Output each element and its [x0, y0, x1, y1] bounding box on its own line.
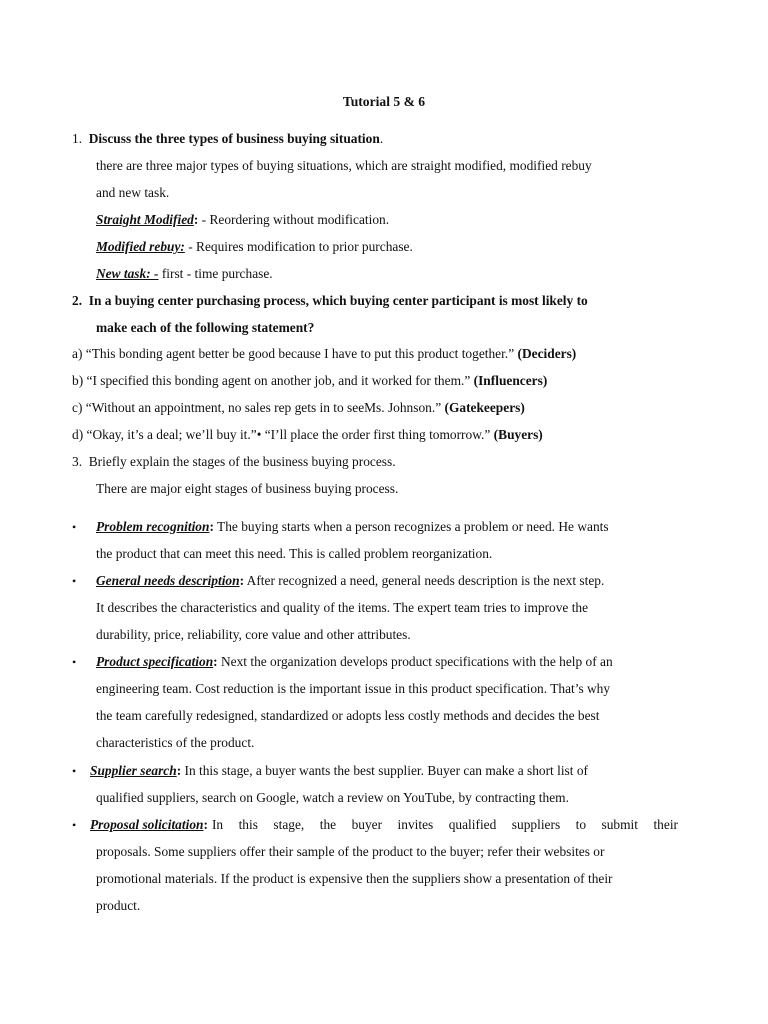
- type-term: Modified rebuy:: [96, 239, 185, 254]
- stage-general-needs-line-2: It describes the characteristics and quality of the items. The expert team tries to improve the: [96, 600, 589, 615]
- item-answer: (Gatekeepers): [444, 400, 525, 415]
- bullet-icon: •: [72, 574, 77, 588]
- stage-product-spec-line-4: characteristics of the product.: [96, 735, 255, 750]
- q1-question: Discuss the three types of business buying situation: [88, 131, 380, 146]
- item-prefix: b): [72, 373, 87, 388]
- stage-product-spec-line-3: the team carefully redesigned, standardized or adopts less costly methods and decides the best: [96, 708, 600, 723]
- stage-text: After recognized a need, general needs description is the next step.: [244, 573, 605, 588]
- item-prefix: a): [72, 346, 86, 361]
- q3-heading: [72, 454, 396, 470]
- stage-product-spec-line-2: engineering team. Cost reduction is the important issue in this product specification. That’s why: [96, 681, 611, 696]
- type-term: New task: -: [96, 266, 159, 281]
- q1-question-end: .: [379, 131, 384, 146]
- stage-colon: :: [176, 763, 182, 778]
- stage-colon: :: [203, 817, 208, 832]
- item-prefix: d): [72, 427, 87, 442]
- q1-number: 1.: [72, 131, 83, 146]
- q2-heading-line-1: [72, 293, 588, 309]
- stage-term: Problem recognition: [96, 519, 210, 534]
- stage-term: Product specification: [96, 654, 214, 669]
- q1-type-new-task: [96, 266, 273, 282]
- stage-colon: :: [213, 654, 218, 669]
- stage-colon: :: [239, 573, 245, 588]
- stage-term-group: [90, 817, 208, 833]
- stage-text: The buying starts when a person recognizes a problem or need. He wants: [213, 519, 609, 534]
- stage-proposal-line-1: [90, 817, 678, 833]
- q2-item-b: [72, 373, 547, 389]
- q1-answer-line-1: there are three major types of buying situations, which are straight modified, modified rebuy: [96, 158, 592, 173]
- q1-type-modified-rebuy: [96, 239, 413, 255]
- bullet-icon: •: [72, 818, 77, 832]
- item-text: “Without an appointment, no sales rep gets in to seeMs. Johnson.”: [85, 400, 442, 415]
- stage-proposal-line-2: proposals. Some suppliers offer their sample of the product to the buyer; refer their websites or: [96, 844, 605, 859]
- bullet-icon: •: [72, 655, 77, 669]
- stage-problem-recognition-line-2: the product that can meet this need. This is called problem reorganization.: [96, 546, 493, 561]
- type-term: Straight Modified: [96, 212, 194, 227]
- stage-problem-recognition-line-1: [96, 519, 609, 535]
- stage-supplier-search-line-2: qualified suppliers, search on Google, watch a review on YouTube, by contracting them.: [96, 790, 569, 805]
- q2-item-a: [72, 346, 576, 362]
- stage-term: Supplier search: [90, 763, 177, 778]
- item-answer: (Deciders): [517, 346, 577, 361]
- stage-text: In this stage, the buyer invites qualified suppliers to submit their: [211, 817, 678, 832]
- item-text: “This bonding agent better be good because I have to put this product together.”: [85, 346, 515, 361]
- stage-general-needs-line-3: durability, price, reliability, core value and other attributes.: [96, 627, 411, 642]
- type-desc: - Reordering without modification.: [198, 212, 390, 227]
- stage-supplier-search-line-1: [90, 763, 588, 779]
- q2-question-line-2: make each of the following statement?: [96, 320, 315, 335]
- type-colon: :: [193, 212, 199, 227]
- stage-term: General needs description: [96, 573, 240, 588]
- item-text: “Okay, it’s a deal; we’ll buy it.”• “I’ll place the order first thing tomorrow.”: [86, 427, 491, 442]
- stage-term: Proposal solicitation: [90, 817, 204, 832]
- type-desc: first - time purchase.: [158, 266, 273, 281]
- stage-product-spec-line-1: [96, 654, 613, 670]
- bullet-icon: •: [72, 520, 77, 534]
- q2-item-d: [72, 427, 543, 443]
- stage-text: In this stage, a buyer wants the best supplier. Buyer can make a short list of: [181, 763, 588, 778]
- type-desc: - Requires modification to prior purchase.: [184, 239, 413, 254]
- bullet-icon: •: [72, 764, 77, 778]
- q1-type-straight-modified: [96, 212, 389, 228]
- q1-heading: [72, 131, 383, 147]
- document-title: Tutorial 5 & 6: [342, 94, 426, 109]
- item-prefix: c): [72, 400, 86, 415]
- item-answer: (Influencers): [473, 373, 548, 388]
- stage-general-needs-line-1: [96, 573, 604, 589]
- stage-text: Next the organization develops product specifications with the help of an: [217, 654, 613, 669]
- q3-answer: There are major eight stages of business buying process.: [96, 481, 399, 496]
- stage-colon: :: [209, 519, 214, 534]
- item-text: “I specified this bonding agent on another job, and it worked for them.”: [86, 373, 471, 388]
- stage-proposal-line-4: product.: [96, 898, 141, 913]
- q3-number: 3.: [72, 454, 83, 469]
- q3-question: Briefly explain the stages of the business buying process.: [88, 454, 396, 469]
- stage-proposal-line-3: promotional materials. If the product is expensive then the suppliers show a presentation of their: [96, 871, 613, 886]
- q1-answer-line-2: and new task.: [96, 185, 170, 200]
- q2-number: 2.: [72, 293, 83, 308]
- q2-question-line-1: In a buying center purchasing process, which buying center participant is most likely to: [88, 293, 588, 308]
- item-answer: (Buyers): [493, 427, 543, 442]
- q2-item-c: [72, 400, 525, 416]
